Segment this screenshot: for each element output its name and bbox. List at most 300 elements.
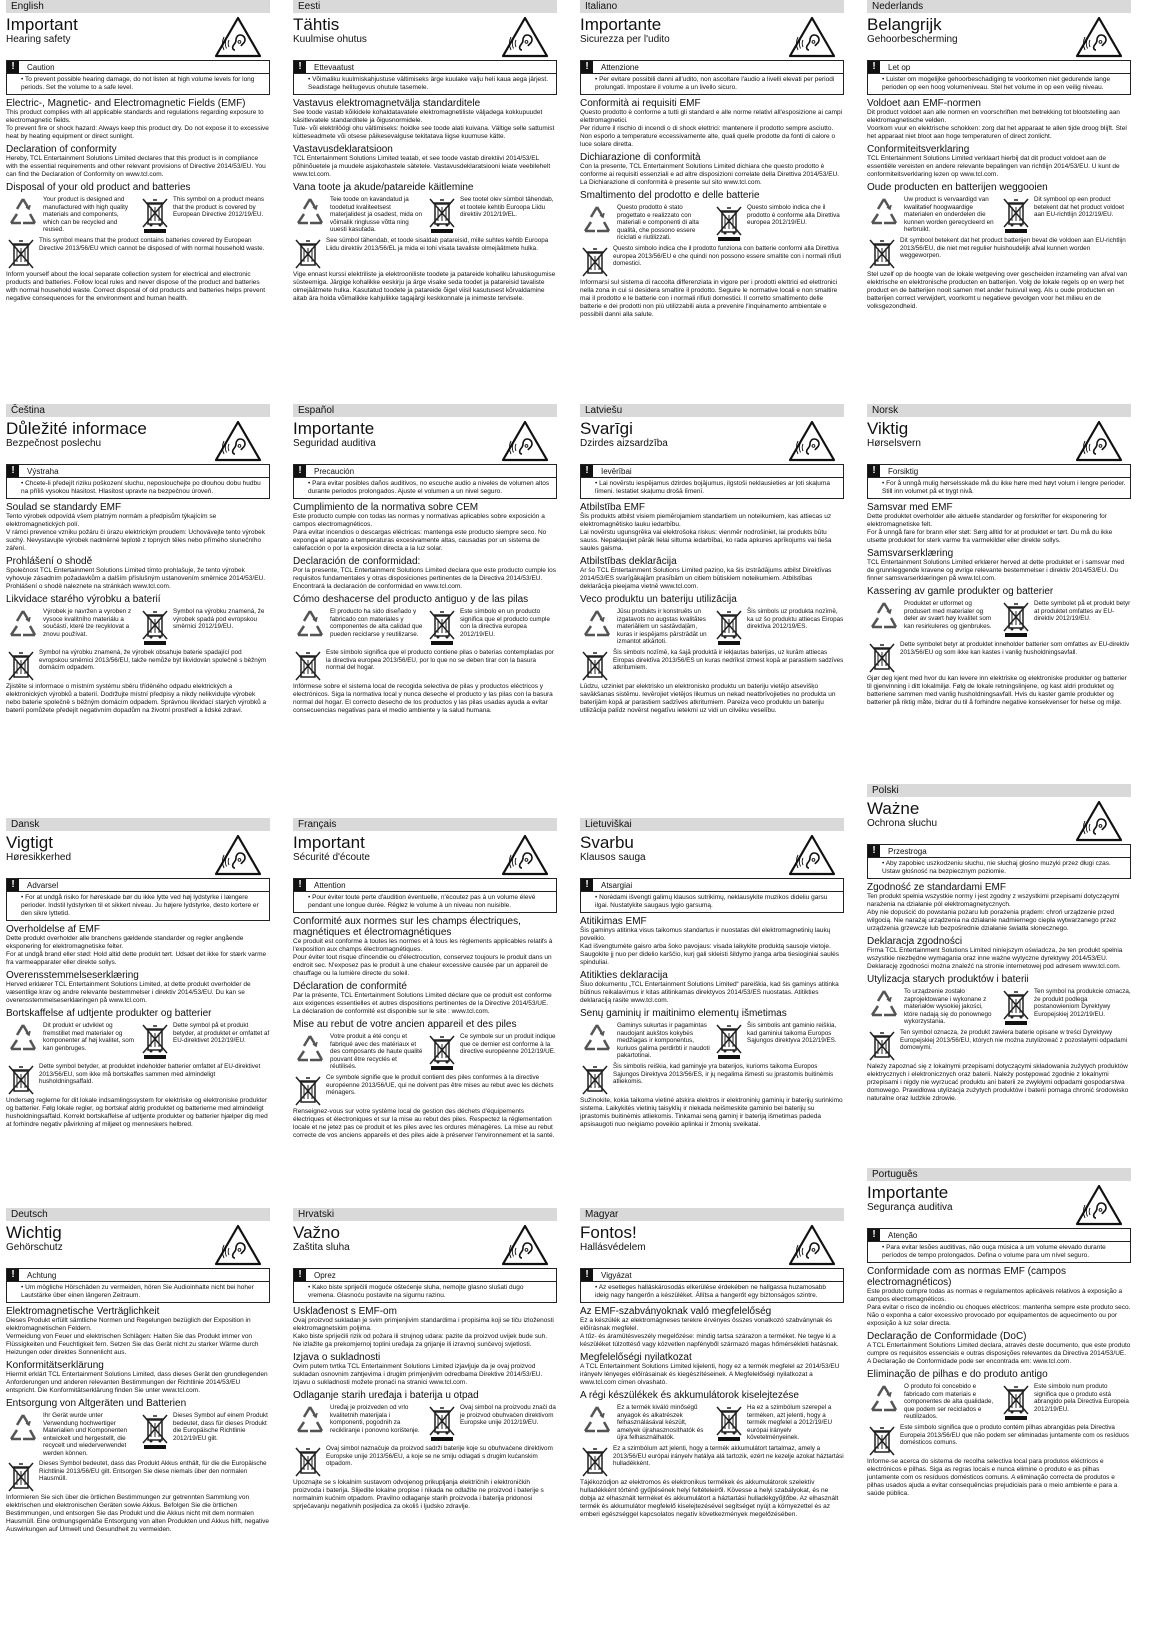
language-label: Polski	[867, 784, 1131, 797]
battery-block	[6, 649, 270, 681]
exclamation-icon: !	[7, 1269, 19, 1281]
weee-block	[427, 196, 557, 234]
disposal-info-text: Stel uzelf op de hoogte van de lokale wetgeving over gescheiden inzameling van afval van elektrische en elektronische producten en batterijen. Volg de lokale regels op en werp het product en de batterijen nooit samen met ander huisvuil weg. Als u oude producten en batterijen correct verwijdert, voorkomt u negatieve gevolgen voor het milieu en de volksgezondheid.	[867, 271, 1128, 310]
recycle-icon	[6, 608, 40, 640]
emf-heading: Atbilstība EMF	[580, 502, 646, 513]
section-subtitle: Klausos sauga	[580, 852, 646, 863]
declaration-text: A TCL Entertainment Solutions Limited kijelenti, hogy ez a termék megfelel az 2014/53/EU irányelv lényeges előírásainak és kiegészítéseinek. A Megfelelőségi nyilatkozat a www.tcl.com címen olvasható.	[580, 1363, 840, 1386]
section-subtitle: Seguridad auditiva	[293, 438, 376, 449]
battery-text: See sümbol tähendab, et toode sisaldab patareisid, mille suhtes kehtib Euroopa Liidu direktiiv 2013/56/EL ja mida ei tohi visata tavaliste olmejäätmete hulka.	[326, 237, 549, 252]
caution-box	[867, 844, 1131, 879]
weee-block	[427, 1033, 557, 1071]
disposal-symbols	[867, 1383, 1131, 1421]
caution-box	[6, 60, 270, 95]
exclamation-icon: !	[294, 61, 306, 73]
declaration-text: Šiuo dokumentu „TCL Entertainment Solutions Limited“ pareiškia, kad šis gaminys atitinka būtinus reikalavimus ir kitas atitinkamas direktyvos 2014/53/ES nuostatas. Atitikties deklaraciją rasite www.tcl.com.	[580, 981, 839, 1004]
caution-header	[7, 61, 269, 74]
section-subtitle: Høresikkerhed	[6, 852, 72, 863]
caution-box	[293, 878, 557, 913]
disposal-symbols	[293, 196, 557, 234]
declaration-heading: Konformitätserklärung	[6, 1360, 104, 1371]
disposal-symbols	[867, 196, 1131, 234]
recycle-text: Ihr Gerät wurde unter Verwendung hochwertiger Materialien und Komponenten entwickelt und hergestellt, die recycelt und wiederverwendet werden können.	[43, 1412, 128, 1457]
recycle-text: Questo prodotto è stato progettato e realizzato con materiali e componenti di alta qualità, che possono essere riciclati e riutilizzati.	[617, 204, 699, 241]
caution-text: • Per evitare possibili danni all'udito, non ascoltare l'audio a livelli elevati per periodi prolungati. Impostare il volume a un livello sicuro.	[595, 76, 835, 91]
caution-box	[293, 60, 557, 95]
section-subtitle: Hearing safety	[6, 34, 71, 45]
caution-text: • Pour éviter toute perte d'audition éventuelle, n'écoutez pas à un volume élevé pendant une longue durée. Réglez le volume à un niveau non nuisible.	[308, 894, 536, 909]
declaration-text: TCL Entertainment Solutions Limited erklærer herved at dette produktet er i samsvar med de grunnleggende kravene og øvrige relevante bestemmelser i direktiv 2014/53/EU. Du finner samsvarserklæringen på www.tcl.com.	[867, 559, 1125, 582]
fire-safety-text: To prevent fire or shock hazard: Always keep this product dry. Do not expose it to excessive heat by heating equipment or direct sunlight.	[6, 125, 269, 140]
emf-text: Ten produkt spełnia wszystkie normy i jest zgodny z wszystkimi przepisami dotyczącymi narażenia na działanie pól elektromagnetycznych.	[867, 893, 1120, 908]
emf-text: Este produto cumpre todas as normas e regulamentos aplicáveis relativos à exposição a campos electromagnéticos.	[867, 1288, 1123, 1303]
section-subtitle: Sicurezza per l'udito	[580, 34, 670, 45]
section-title: Důležité informace	[6, 419, 147, 438]
caution-text: • Az esetleges halláskárosodás elkerülése érdekében ne hallgassa huzamosabb ideig nagy hangerőn a készüléket. Állítsa a hangerőt egy biztonságos szintre.	[595, 1284, 827, 1299]
fire-safety-text: Lai novērstu ugunsgrēka vai elektrošoka riskus: vienmēr nodrošiniet, lai produkts būtu sauss. Nepakļaujiet pārāk lielai siltuma iedarbībai, ko rada apkures aprīkojums vai tieša saules gaisma.	[580, 529, 832, 552]
declaration-heading: Izjava o sukladnosti	[293, 1352, 381, 1363]
emf-heading: Conformità ai requisiti EMF	[580, 98, 701, 109]
hearing-warning-icon	[501, 420, 549, 462]
battery-text: Questo simbolo indica che il prodotto funziona con batterie conformi alla Direttiva europea 2013/56/EU e che quindi non possono essere smaltite con i normali rifiuti domestici.	[613, 245, 842, 267]
fire-safety-text: Para evitar o risco de incêndio ou choques eléctricos: mantenha sempre este produto seco. Não o exponha a calor excessivo provocado por equipamentos de aquecimento ou por exposição à luz solar directa.	[867, 1304, 1131, 1327]
section-header	[293, 15, 557, 55]
disposal-symbols	[293, 1404, 557, 1442]
weee-block	[140, 1022, 270, 1060]
crossed-bin-icon	[714, 1404, 744, 1442]
battery-bin-icon	[293, 1074, 323, 1106]
disposal-heading: A régi készülékek és akkumulátorok kiselejtezése	[580, 1390, 799, 1401]
battery-bin-icon	[580, 245, 610, 277]
hearing-warning-icon	[214, 16, 262, 58]
disposal-heading: Senų gaminių ir maitinimo elementų išmetimas	[580, 1008, 787, 1019]
battery-text: Dit symbool betekent dat het product batterijen bevat die voldoen aan EU-richtlijn 2013/56/EU, die niet met regulier huishoudelijk afval kunnen worden weggeworpen.	[900, 237, 1126, 259]
declaration-text: Firma TCL Entertainment Solutions Limited niniejszym oświadcza, że ten produkt spełnia wszystkie niezbędne wymagania oraz inne ważne wytyczne dyrektywy 2014/53/EU. Deklarację zgodności można znaleźć na stronie internetowej pod adresem www.tcl.com.	[867, 947, 1123, 970]
emf-heading: Electric-, Magnetic- and Electromagnetic Fields (EMF)	[6, 98, 246, 109]
recycle-text: Produktet er utformet og produsert med materialer og deler av svært høy kvalitet som kan resirkuleres og gjenbrukes.	[904, 600, 992, 630]
section-header	[6, 1223, 270, 1263]
disposal-heading: Kassering av gamle produkter og batterier	[867, 586, 1054, 597]
exclamation-icon: !	[294, 1269, 306, 1281]
language-label: Español	[293, 404, 557, 417]
crossed-bin-icon	[1001, 600, 1031, 638]
recycle-text: To urządzenie zostało zaprojektowane i wykonane z materiałów wysokiej jakości, które nadają się do ponownego wykorzystania.	[904, 988, 992, 1025]
emf-heading: Soulad se standardy EMF	[6, 502, 122, 513]
caution-text: • To prevent possible hearing damage, do not listen at high volume levels for long periods. Set the volume to a safe level.	[21, 76, 255, 91]
fire-safety-text: For å unngå fare for brann eller støt: Sørg alltid for at produktet er tørt. Du må du ikke utsette produktet for sterk varme fra varmekilder eller direkte sollys.	[867, 529, 1113, 544]
declaration-heading: Prohlášení o shodě	[6, 556, 93, 567]
declaration-text: Ovim putem tvrtka TCL Entertainment Solutions Limited izjavljuje da je ovaj proizvod sukladan osnovnim zahtjevima i drugim primjenjivim odredbama Direktive 2014/53/EU. Izjavu o sukladnosti možete pronaći na stranici www.tcl.com.	[293, 1363, 543, 1386]
recycle-block	[6, 1022, 136, 1060]
section-subtitle: Zaštita sluha	[293, 1242, 350, 1253]
caution-text: • For at undgå risiko for høreskade bør du ikke lytte ved høj lydstyrke i længere perioder. Indstil lydstyrken til et sikkert niveau. Ju højere lydstyrke, desto kortere er den sikre lyttetid.	[21, 894, 259, 917]
language-section-2	[578, 0, 846, 396]
hearing-warning-icon	[788, 16, 836, 58]
battery-bin-icon	[6, 649, 36, 681]
declaration-heading: Megfelelőségi nyilatkozat	[580, 1352, 692, 1363]
disposal-info-text: Undersøg reglerne for dit lokale indsamlingssystem for elektriske og elektroniske produkter og batterier. Følg lokale regler, og bortskaf aldrig produktet og batterierne med almindeligt husholdningsaffald. Korrekt bortskaffelse af udtjente produkter og batterier hjælper dig med at forhindre negativ påvirkning af miljøet og menneskers helbred.	[6, 1097, 268, 1128]
weee-block	[714, 1404, 844, 1442]
caution-header	[294, 61, 556, 74]
weee-text: Dette symbolet på et produkt betyr at produktet omfattes av EU-direktiv 2012/19/EU.	[1034, 600, 1131, 622]
weee-text: Este símbolo en un producto significa que el producto cumple con la directiva europea 2012/19/EU.	[460, 608, 550, 638]
section-header	[293, 1223, 557, 1263]
fire-safety-text: Tule- või elektrilöögi ohu vältimiseks: hoidke see toode alati kuivana. Vältige selle sattumist kütteseadmete või otsese päikesevalguse tekitatava liigse kuumuse kätte.	[293, 125, 555, 140]
hearing-warning-icon	[1075, 16, 1123, 58]
caution-label: Oprez	[314, 1270, 336, 1280]
disposal-info-text: Vige ennast kurssi elektriliste ja elektrooniliste toodete ja patareide kohaliku lahuskogumise süsteemiga. Järgige kohalikke eeskirju ja ärge visake seda toodet ja patareisid tavaliste olmejäätmete hulka. Kasutatud toodete ja patareide õigel viisil kasutusest kõrvaldamine aitab ära hoida võimalikke kahjulikke tagajärgi keskkonnale ja inimeste tervisele.	[293, 271, 556, 302]
weee-text: Dette symbol på et produkt betyder, at produktet er omfattet af EU-direktivet 2012/19/EU.	[173, 1022, 270, 1044]
recycle-block	[6, 196, 136, 234]
fire-safety-text: Para evitar incendios o descargas eléctricas: mantenga este producto siempre seco. No exponga el aparato a temperaturas excesivamente altas, causadas por un sistema de calefacción o por la exposición directa a la luz solar.	[293, 529, 547, 552]
fire-safety-text: Voorkom vuur en elektrische schokken: zorg dat het apparaat te allen tijde droog blijft. Stel het apparaat niet bloot aan hoge temperaturen of direct zonlicht.	[867, 125, 1127, 140]
language-section-7	[865, 404, 1133, 808]
disposal-symbols	[6, 1412, 270, 1457]
section-title: Viktig	[867, 419, 909, 438]
declaration-text: Hiermit erklärt TCL Entertainment Solutions Limited, dass dieses Gerät den grundlegenden Anforderungen und anderen relevanten Bestimmungen der Richtlinie 2014/53/EU entspricht. Die Konformitätserklärung finden Sie unter www.tcl.com.	[6, 1371, 268, 1394]
emf-text: Dieses Produkt erfüllt sämtliche Normen und Regelungen bezüglich der Exposition in elektromagnetischen Feldern.	[6, 1317, 251, 1332]
disposal-heading: Veco produktu un bateriju utilizācija	[580, 594, 737, 605]
section-title: Svarīgi	[580, 419, 633, 438]
declaration-heading: Dichiarazione di conformità	[580, 152, 701, 163]
declaration-text: Par la présente, TCL Entertainment Solutions Limited déclare que ce produit est conforme aux exigences essentielles et autres dispositions pertinentes de la Directive 2014/53/UE. La déclaration de conformité est disponible sur le site : www.tcl.com.	[293, 992, 552, 1015]
declaration-text: Herved erklærer TCL Entertainment Solutions Limited, at dette produkt overholder de væsentlige krav og andre relevante bestemmelser i direktiv 2014/53/EU. Du kan se overensstemmelseserklæringen på www.tcl.com.	[6, 981, 251, 1004]
disposal-info-text: Należy zapoznać się z lokalnymi przepisami dotyczącymi składowania zużytych produktów elektrycznych i elektronicznych oraz baterii. Należy postępować zgodnie z lokalnymi przepisami i nigdy nie wyrzucać produktu ani baterii ze zwykłymi odpadami gospodarstwa domowego. Prawidłowa utylizacja zużytych produktów i baterii pomaga chronić środowisko naturalne oraz ludzkie zdrowie.	[867, 1063, 1129, 1102]
recycle-icon	[580, 1022, 614, 1054]
disposal-info-text: Zjistěte si informace o místním systému sběru tříděného odpadu elektrických a elektronických výrobků a baterií. Dodržujte místní předpisy a nikdy nelikvidujte výrobek nebo baterie společně s běžným domácím odpadem. Správnou likvidací starých výrobků a baterií pomůžete předejít negativním dopadům na životní prostředí a lidské zdraví.	[6, 683, 267, 714]
battery-block	[293, 1074, 557, 1106]
battery-text: Dette symbolet betyr at produktet inneholder batterier som omfattes av EU-direktiv 2013/56/EU og som ikke kan kastes i vanlig husholdningsavfall.	[900, 641, 1130, 656]
caution-header	[294, 1269, 556, 1282]
section-title: Importante	[293, 419, 375, 438]
caution-label: Achtung	[27, 1270, 57, 1280]
disposal-symbols	[293, 1033, 557, 1071]
disposal-symbols	[867, 600, 1131, 638]
battery-text: Ten symbol oznacza, że produkt zawiera baterie opisane w treści Dyrektywy Europejskiej 2013/56/EU, których nie można zutylizować z pozostałymi odpadami domowymi.	[900, 1029, 1128, 1051]
language-label: Lietuviškai	[580, 818, 844, 831]
hearing-warning-icon	[788, 1224, 836, 1266]
caution-box	[6, 878, 270, 921]
exclamation-icon: !	[868, 465, 880, 477]
caution-header	[7, 1269, 269, 1282]
exclamation-icon: !	[581, 465, 593, 477]
recycle-block	[6, 608, 136, 646]
fire-safety-text: Per ridurre il rischio di incendi o di shock elettrici: mantenere il prodotto sempre asciutto. Non esporlo a temperature eccessivamente alte, quali quelle prodotte da fonti di calore o luce solare diretta.	[580, 125, 836, 148]
recycle-text: Teie toode on kavandatud ja toodetud kvaliteetsest materjalidest ja osadest, mida on võimalik ringlusse võtta ning uuesti kasutada.	[330, 196, 423, 233]
battery-bin-icon	[580, 1445, 610, 1477]
fire-safety-text: A tűz- és áramütésveszély megelőzése: mindig tartsa szárazon a terméket. Ne tegye ki a készüléket túlzottéső vagy közvetlen napfényből származó magas hőmérsékleti hatásnak.	[580, 1333, 839, 1348]
recycle-text: Výrobek je navržen a vyroben z vysoce kvalitního materiálu a součástí, které lze recyklovat a znovu používat.	[43, 608, 132, 638]
hearing-warning-icon	[1075, 800, 1123, 842]
battery-block	[6, 1063, 270, 1095]
language-section-13	[291, 1208, 559, 1628]
recycle-icon	[6, 1022, 40, 1054]
declaration-heading: Conformiteitsverklaring	[867, 144, 970, 155]
weee-block	[1001, 1383, 1131, 1421]
crossed-bin-icon	[427, 1033, 457, 1071]
weee-block	[140, 608, 270, 646]
weee-block	[140, 196, 270, 234]
caution-header	[7, 465, 269, 478]
caution-header	[868, 465, 1130, 478]
disposal-info-text: Sužinokite, kokia taikoma vietinė atskira elektros ir elektroninių gaminių ir baterijų surinkimo sistema. Laikykitės vietinių taisyklių ir niekada neišmeskite gaminio bei baterijų su įprastomis buitinėmis atliekomis. Tinkamai seną gaminį ir bateriją išmetimas padeda apsisaugoti nuo neigiamo poveikio aplinkai ir žmonių sveikatai.	[580, 1097, 843, 1128]
hearing-warning-icon	[1075, 1184, 1123, 1226]
caution-label: Precaución	[314, 466, 355, 476]
declaration-text: Con la presente, TCL Entertainment Solutions Limited dichiara che questo prodotto è conforme ai requisiti essenziali e ad altre disposizioni correlate della Direttiva 2014/53/EU. La Dichiarazione di conformità è presente sul sito www.tcl.com.	[580, 163, 840, 186]
disposal-symbols	[580, 1022, 844, 1060]
battery-text: Symbol na výrobku znamená, že výrobek obsahuje baterie spadající pod evropskou směrnici 2013/56/EU, takže nemůže být likvidován společně s běžným domácím odpadem.	[39, 649, 267, 671]
recycle-block	[6, 1412, 136, 1457]
recycle-block	[580, 608, 710, 646]
emf-heading: Az EMF-szabványoknak való megfelelőség	[580, 1306, 772, 1317]
declaration-text: Por la presente, TCL Entertainment Solutions Limited declara que este producto cumple los requisitos fundamentales y otras disposiciones pertinentes de la Directiva 2014/53/EU. Encontrará la declaración de conformidad en www.tcl.com.	[293, 567, 557, 590]
caution-label: Atenção	[888, 1230, 918, 1240]
emf-heading: Usklađenost s EMF-om	[293, 1306, 397, 1317]
recycle-icon	[6, 196, 40, 228]
disposal-heading: Oude producten en batterijen weggooien	[867, 182, 1048, 193]
battery-text: Ovaj simbol naznačuje da proizvod sadrži baterije koje su obuhvaćene direktivom Europske unije 2013/56/EU, a koje se ne smiju odlagati s drugim kućanskim otpadom.	[326, 1445, 553, 1467]
battery-text: Este símbolo significa que o produto contém pilhas abrangidas pela Directiva Europeia 2013/56/EU que não podem ser eliminadas juntamente com os resíduos domésticos comuns.	[900, 1424, 1129, 1446]
disposal-symbols	[580, 1404, 844, 1442]
recycle-text: Uređaj je proizveden od vrlo kvalitetnih materijala i komponenti, pogodnih za recikliranje i ponovno korištenje.	[330, 1404, 420, 1434]
battery-block	[867, 1424, 1131, 1456]
disposal-info-text: Lūdzu, uzziniet par elektrisko un elektronisko produktu un bateriju vietējo atsevišķo savākšanas sistēmu. Ievērojiet vietējos likumus un nekad neatbrīvojieties no produkta un baterijām kopā ar parastiem sadzīves atkritumiem. Pareiza veco produktu un bateriju utilizācija palīdz novērst negatīvu ietekmi uz vidi un cilvēku veselību.	[580, 683, 836, 714]
caution-box	[867, 464, 1131, 499]
fire-safety-text: Kako biste spriječili rizik od požara ili strujnog udara: pazite da proizvod uvijek bude suh. Ne izlažite ga prekomjernoj toplini uređaja za grijanje ili izravnoj sunčevoj svjetlosti.	[293, 1333, 547, 1348]
recycle-icon	[293, 196, 327, 228]
battery-block	[6, 1460, 270, 1492]
caution-box	[580, 464, 844, 499]
caution-label: Ievērībai	[601, 466, 632, 476]
recycle-block	[580, 204, 710, 242]
disposal-info-text: Informieren Sie sich über die örtlichen Bestimmungen zur getrennten Sammlung von elektrischen und elektronischen Geräten sowie Akkus. Befolgen Sie die örtlichen Bestimmungen, und entsorgen Sie das Produkt und die Akkus nicht mit dem normalen Hausmüll. Eine ordnungsgemäße Entsorgung von alten Produkten und Akkus hilft, negative Auswirkungen auf Umwelt und Gesundheit zu vermeiden.	[6, 1494, 270, 1533]
emf-heading: Overholdelse af EMF	[6, 924, 100, 935]
section-title: Vigtigt	[6, 833, 53, 852]
crossed-bin-icon	[1001, 1383, 1031, 1421]
emf-heading: Conformidade com as normas EMF (campos electromagnéticos)	[867, 1266, 1066, 1288]
caution-label: Forsiktig	[888, 466, 919, 476]
emf-text: Dette produktet overholder alle aktuelle standarder og forskrifter for eksponering for elektromagnetiske felt.	[867, 513, 1107, 528]
exclamation-icon: !	[581, 1269, 593, 1281]
language-label: Norsk	[867, 404, 1131, 417]
caution-header	[581, 879, 843, 892]
caution-text: • Para evitar lesões auditivas, não ouça música a um volume elevado durante períodos de tempo prolongados. Defina o volume para um nível seguro.	[882, 1244, 1106, 1259]
section-title: Tähtis	[293, 15, 340, 34]
section-header	[867, 1183, 1131, 1223]
emf-text: Ez a készülék az elektromágneses terekre érvényes összes vonatkozó szabványnak és előírásnak megfelel.	[580, 1317, 833, 1332]
battery-text: Dieses Symbol bedeutet, dass das Produkt Akkus enthält, für die die Europäische Richtlinie 2013/56/EU gilt. Entsorgen Sie diese niemals über den normalen Hausmüll.	[39, 1460, 267, 1482]
hearing-warning-icon	[501, 1224, 549, 1266]
battery-bin-icon	[867, 641, 897, 673]
battery-block	[580, 649, 844, 681]
weee-block	[714, 608, 844, 646]
caution-label: Attention	[314, 880, 346, 890]
caution-box	[580, 1268, 844, 1303]
language-section-5	[291, 404, 559, 808]
language-label: Hrvatski	[293, 1208, 557, 1221]
language-label: Dansk	[6, 818, 270, 831]
caution-text: • Kako biste spriječili moguće oštećenje sluha, nemojte glasno slušati dugo vremena. Glasnoću postavite na sigurnu razinu.	[308, 1284, 524, 1299]
section-header	[580, 1223, 844, 1263]
section-title: Ważne	[867, 799, 920, 818]
fire-safety-text: Vermeidung von Feuer und elektrischen Schlägen: Halten Sie das Produkt immer von Flüssigkeiten und Feuchtigkeit fern. Setzen Sie das Gerät nicht zu starker Wärme durch Heizungen oder direktes Sonnenlicht aus.	[6, 1333, 259, 1356]
language-section-11	[865, 784, 1133, 1166]
declaration-heading: Samsvarserklæring	[867, 548, 954, 559]
emf-heading: Conformité aux normes sur les champs électriques, magnétiques et électromagnétiques	[293, 916, 521, 938]
crossed-bin-icon	[714, 608, 744, 646]
disposal-symbols	[293, 608, 557, 646]
battery-block	[867, 237, 1131, 269]
disposal-heading: Odlaganje starih uređaja i baterija u otpad	[293, 1390, 479, 1401]
disposal-heading: Bortskaffelse af udtjente produkter og batterier	[6, 1008, 212, 1019]
caution-header	[294, 465, 556, 478]
fire-safety-text: Kad išvengtumėte gaisro arba šoko pavojaus: visada laikykite produktą sausoje vietoje. Saugokite jį nuo per didelio karščio, kurį gali skleisti šildymo įranga arba tiesioginiai saulės spinduliai.	[580, 943, 840, 966]
battery-text: Este símbolo significa que el producto contiene pilas o baterías contempladas por la directiva europea 2013/56/EU, por lo que no se deben tirar con la basura normal del hogar.	[326, 649, 554, 671]
crossed-bin-icon	[1001, 196, 1031, 234]
recycle-icon	[580, 1404, 614, 1436]
recycle-block	[293, 1404, 423, 1442]
battery-bin-icon	[6, 1460, 36, 1492]
hearing-warning-icon	[501, 834, 549, 876]
recycle-text: El producto ha sido diseñado y fabricado con materiales y componentes de alta calidad que pueden reciclarse y reutilizarse.	[330, 608, 423, 638]
section-header	[6, 833, 270, 873]
language-section-10	[578, 818, 846, 1200]
disposal-symbols	[6, 608, 270, 646]
emf-text: Dit product voldoet aan alle normen en voorschriften met betrekking tot blootstelling aan elektromagnetische velden.	[867, 109, 1120, 124]
language-label: Português	[867, 1168, 1131, 1181]
battery-block	[867, 1029, 1131, 1061]
language-section-12	[4, 1208, 272, 1628]
section-header	[867, 799, 1131, 839]
declaration-heading: Declaração de Conformidade (DoC)	[867, 1331, 1027, 1342]
declaration-text: TCL Entertainment Solutions Limited teatab, et see toode vastab direktiivi 2014/53/EL põhinõuetele ja muudele asjakohastele sätetele. Vastavusdeklaratsiooni leiate veebilehelt www.tcl.com.	[293, 155, 551, 178]
fire-safety-text: Pour éviter tout risque d'incendie ou d'électrocution, conservez toujours le produit dans un endroit sec. N'exposez pas le produit à une chaleur excessive causée par un appareil de chauffage ou la lumière directe du soleil.	[293, 954, 552, 977]
hearing-warning-icon	[214, 420, 262, 462]
section-header	[580, 833, 844, 873]
battery-block	[293, 237, 557, 269]
exclamation-icon: !	[868, 845, 880, 857]
crossed-bin-icon	[714, 204, 744, 242]
recycle-text: Gaminys sukurtas ir pagamintas naudojant aukštos kokybės medžiagas ir komponentus, kuriuos galima perdirbti ir naudoti pakartotinai.	[617, 1022, 710, 1059]
weee-text: Ce symbole sur un produit indique que ce dernier est conforme à la directive européenne 2012/19/UE.	[460, 1033, 556, 1055]
caution-box	[293, 464, 557, 499]
disposal-info-text: Informe-se acerca do sistema de recolha selectiva local para produtos eléctricos e electrónicos e pilhas. Siga as regras locais e nunca elimine o produto e as pilhas juntamente com os resíduos domésticos comuns. A eliminação correcta de produtos e pilhas usados ajuda a evitar consequências prejudiciais para o meio ambiente e para a saúde pública.	[867, 1458, 1118, 1497]
recycle-text: Ez a termék kiváló minőségű anyagok és alkatrészek felhasználásával készült, amelyek újrahasznosíthatók és újra felhasználhatók.	[617, 1404, 704, 1441]
declaration-heading: Deklaracja zgodności	[867, 936, 963, 947]
caution-text: • Võimaliku kuulmiskahjustuse vältimiseks ärge kuulake valju heli kaua aega järjest. Seadistage helitugevus ohutule tasemele.	[308, 76, 549, 91]
battery-text: Ce symbole signifie que le produit contient des piles conformes à la directive européenne 2013/56/UE, qui ne doivent pas être mises au rebut avec les déchets ménagers.	[326, 1074, 554, 1096]
section-subtitle: Dzirdes aizsardzība	[580, 438, 668, 449]
recycle-block	[867, 600, 997, 638]
section-header	[6, 15, 270, 55]
caution-label: Ettevaatust	[314, 62, 355, 72]
emf-text: Šis gaminys atitinka visus taikomus standartus ir nuostatas dėl elektromagnetinių laukų poveikio.	[580, 927, 831, 942]
disposal-symbols	[580, 204, 844, 242]
section-subtitle: Bezpečnost poslechu	[6, 438, 102, 449]
caution-header	[581, 465, 843, 478]
battery-bin-icon	[293, 237, 323, 269]
caution-header	[581, 1269, 843, 1282]
section-header	[580, 15, 844, 55]
language-label: Nederlands	[867, 0, 1131, 13]
emf-text: Šis produkts atbilst visiem piemērojamiem standartiem un noteikumiem, kas attiecas uz elektromagnētisko lauku iedarbību.	[580, 513, 832, 528]
recycle-text: Uw product is vervaardigd van kwalitatief hoogwaardige materialen en onderdelen die kunnen worden gerecycleerd en herbruikt.	[904, 196, 994, 233]
caution-header	[581, 61, 843, 74]
language-section-3	[865, 0, 1133, 396]
section-subtitle: Gehörschutz	[6, 1242, 63, 1253]
crossed-bin-icon	[427, 196, 457, 234]
section-title: Important	[293, 833, 365, 852]
recycle-block	[293, 1033, 423, 1071]
section-title: Fontos!	[580, 1223, 637, 1242]
battery-text: This symbol means that the product contains batteries covered by European Directive 2013/56/EU which cannot be disposed of with normal household waste.	[39, 237, 265, 252]
disposal-heading: Utylizacja starych produktów i baterii	[867, 974, 1029, 985]
crossed-bin-icon	[140, 196, 170, 234]
recycle-block	[580, 1022, 710, 1060]
recycle-icon	[867, 1383, 901, 1415]
recycle-block	[293, 196, 423, 234]
recycle-icon	[580, 204, 614, 236]
exclamation-icon: !	[7, 61, 19, 73]
hearing-warning-icon	[788, 420, 836, 462]
weee-block	[714, 204, 844, 242]
disposal-symbols	[6, 1022, 270, 1060]
recycle-block	[867, 988, 997, 1026]
language-section-0	[4, 0, 272, 396]
emf-text: Questo prodotto è conforme a tutti gli standard e alle norme relativi all'esposizione ai campi elettromagnetici.	[580, 109, 843, 124]
declaration-text: Hereby, TCL Entertainment Solutions Limited declares that this product is in compliance with the essential requirements and other relevant provisions of Directive 2014/53/EU. You can find the Declaration of Conformity on www.tcl.com.	[6, 155, 266, 178]
emf-heading: Samsvar med EMF	[867, 502, 953, 513]
recycle-block	[293, 608, 423, 646]
section-subtitle: Sécurité d'écoute	[293, 852, 370, 863]
language-label: Italiano	[580, 0, 844, 13]
fire-safety-text: Aby nie dopuścić do powstania pożaru lub porażenia prądem: chroń urządzenie przed wilgocią. Nie narażaj urządzenia na działanie nadmiernego ciepła wytwarzanego przez urządzenia grzewcze lub bezpośrednie działanie światła słonecznego.	[867, 909, 1117, 932]
battery-bin-icon	[580, 649, 610, 681]
language-section-6	[578, 404, 846, 808]
weee-block	[1001, 196, 1131, 234]
declaration-heading: Overensstemmelseserklæring	[6, 970, 139, 981]
exclamation-icon: !	[581, 879, 593, 891]
weee-text: Questo simbolo indica che il prodotto è conforme alla Direttiva europea 2012/19/EU.	[747, 204, 840, 226]
weee-block	[714, 1022, 844, 1060]
exclamation-icon: !	[294, 879, 306, 891]
weee-block	[427, 1404, 557, 1442]
caution-text: • Um mögliche Hörschäden zu vermeiden, hören Sie Audioinhalte nicht bei hoher Lautstärke über einen längeren Zeitraum.	[21, 1284, 254, 1299]
battery-bin-icon	[293, 1445, 323, 1477]
caution-header	[868, 61, 1130, 74]
weee-block	[140, 1412, 270, 1457]
battery-text: Dette symbol betyder, at produktet indeholder batterier omfattet af EU-direktivet 2013/56/EU, som ikke må bortskaffes sammen med almindeligt husholdningsaffald.	[39, 1063, 261, 1085]
disposal-symbols	[6, 196, 270, 234]
declaration-heading: Atbilstības deklarācija	[580, 556, 677, 567]
language-section-15	[865, 1168, 1133, 1588]
language-label: English	[6, 0, 270, 13]
recycle-block	[580, 1404, 710, 1442]
emf-heading: Elektromagnetische Verträglichkeit	[6, 1306, 160, 1317]
battery-bin-icon	[6, 237, 36, 269]
section-title: Wichtig	[6, 1223, 62, 1242]
exclamation-icon: !	[868, 61, 880, 73]
recycle-text: Jūsu produkts ir konstruēts un izgatavots no augstas kvalitātes materiāliem un sastāvdaļām, kuras ir iespējams pārstrādāt un izmantot atkārtoti.	[617, 608, 707, 645]
caution-label: Przestroga	[888, 846, 927, 856]
battery-text: Šis simbols nozīmē, ka šajā produktā ir iekļautas baterijas, uz kurām attiecas Eiropas direktīva 2013/56/ES un kuras nedrīkst izmest kopā ar parastiem sadzīves atkritumiem.	[613, 649, 844, 671]
crossed-bin-icon	[427, 608, 457, 646]
weee-text: This symbol on a product means that the product is covered by European Directive 2012/19/EU.	[173, 196, 264, 218]
disposal-info-text: Informarsi sul sistema di raccolta differenziata in vigore per i prodotti elettrici ed elettronici nella zona in cui si desidera smaltire il prodotto. Seguire le normative locali e non smaltire mai il prodotto e le batterie con i normali rifiuti domestici. Il corretto smaltimento delle batterie e dei prodotti non più utilizzabili aiuta a prevenire l'inquinamento ambientale e possibili danni alla salute.	[580, 279, 838, 318]
language-section-4	[4, 404, 272, 808]
weee-text: Dit symbool op een product betekent dat het product voldoet aan EU-richtlijn 2012/19/EU.	[1034, 196, 1124, 218]
language-section-8	[4, 818, 272, 1200]
